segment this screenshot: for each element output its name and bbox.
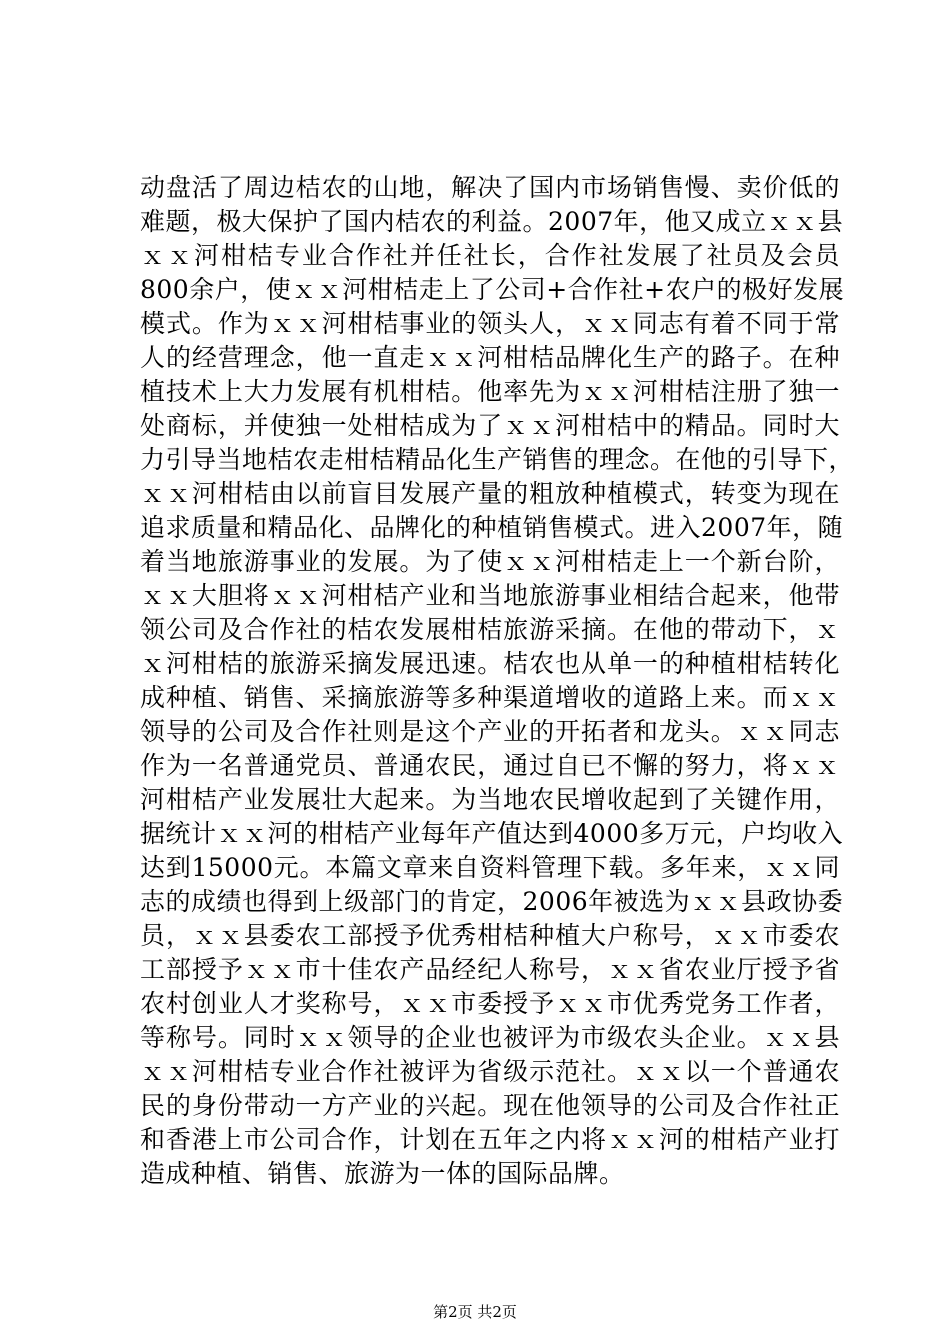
page-number-footer: 第2页 共2页 (433, 1303, 517, 1321)
text-line: ｘｘ河柑桔由以前盲目发展产量的粗放种植模式，转变为现在 (140, 479, 840, 508)
text-line: 动盘活了周边桔农的山地，解决了国内市场销售慢、卖价低的 (140, 173, 840, 202)
text-line: 领公司及合作社的桔农发展柑桔旅游采摘。在他的带动下，ｘ (140, 615, 840, 644)
text-line: 领导的公司及合作社则是这个产业的开拓者和龙头。ｘｘ同志 (140, 717, 840, 746)
text-line: 人的经营理念，他一直走ｘｘ河柑桔品牌化生产的路子。在种 (140, 343, 840, 372)
text-line: 作为一名普通党员、普通农民，通过自已不懈的努力，将ｘｘ (140, 751, 840, 780)
text-line-last: 造成种植、销售、旅游为一体的国际品牌。 (140, 1159, 625, 1188)
text-line: 等称号。同时ｘｘ领导的企业也被评为市级农头企业。ｘｘ县 (140, 1023, 840, 1052)
text-line: 民的身份带动一方产业的兴起。现在他领导的公司及合作社正 (140, 1091, 840, 1120)
body-paragraph (140, 171, 855, 1191)
text-line: ｘｘ河柑桔专业合作社被评为省级示范社。ｘｘ以一个普通农 (140, 1057, 840, 1086)
text-line: 志的成绩也得到上级部门的肯定，2006年被选为ｘｘ县政协委 (140, 887, 844, 916)
text-line: ｘｘ大胆将ｘｘ河柑桔产业和当地旅游事业相结合起来，他带 (140, 581, 840, 610)
text-line: 河柑桔产业发展壮大起来。为当地农民增收起到了关键作用， (140, 785, 840, 814)
text-line: 模式。作为ｘｘ河柑桔事业的领头人，ｘｘ同志有着不同于常 (140, 309, 840, 338)
text-line: ｘｘ河柑桔专业合作社并任社长，合作社发展了社员及会员 (140, 241, 840, 270)
text-line: 和香港上市公司合作，计划在五年之内将ｘｘ河的柑桔产业打 (140, 1125, 840, 1154)
text-line: 追求质量和精品化、品牌化的种植销售模式。进入2007年，随 (140, 513, 844, 542)
text-line: 员，ｘｘ县委农工部授予优秀柑桔种植大户称号，ｘｘ市委农 (140, 921, 840, 950)
text-line: 力引导当地桔农走柑桔精品化生产销售的理念。在他的引导下， (140, 445, 855, 474)
text-line: 达到15000元。本篇文章来自资料管理下载。多年来，ｘｘ同 (140, 853, 840, 882)
text-line: 工部授予ｘｘ市十佳农产品经纪人称号，ｘｘ省农业厅授予省 (140, 955, 840, 984)
text-line: 农村创业人才奖称号，ｘｘ市委授予ｘｘ市优秀党务工作者， (140, 989, 840, 1018)
text-line: 难题，极大保护了国内桔农的利益。2007年，他又成立ｘｘ县 (140, 207, 844, 236)
text-line: 成种植、销售、采摘旅游等多种渠道增收的道路上来。而ｘｘ (140, 683, 840, 712)
text-line: 植技术上大力发展有机柑桔。他率先为ｘｘ河柑桔注册了独一 (140, 377, 840, 406)
text-line: 800余户，使ｘｘ河柑桔走上了公司+合作社+农户的极好发展 (140, 275, 845, 304)
text-line: ｘ河柑桔的旅游采摘发展迅速。桔农也从单一的种植柑桔转化 (140, 649, 840, 678)
text-line: 着当地旅游事业的发展。为了使ｘｘ河柑桔走上一个新台阶， (140, 547, 840, 576)
text-line: 处商标，并使独一处柑桔成为了ｘｘ河柑桔中的精品。同时大 (140, 411, 840, 440)
text-line: 据统计ｘｘ河的柑桔产业每年产值达到4000多万元，户均收入 (140, 819, 844, 848)
